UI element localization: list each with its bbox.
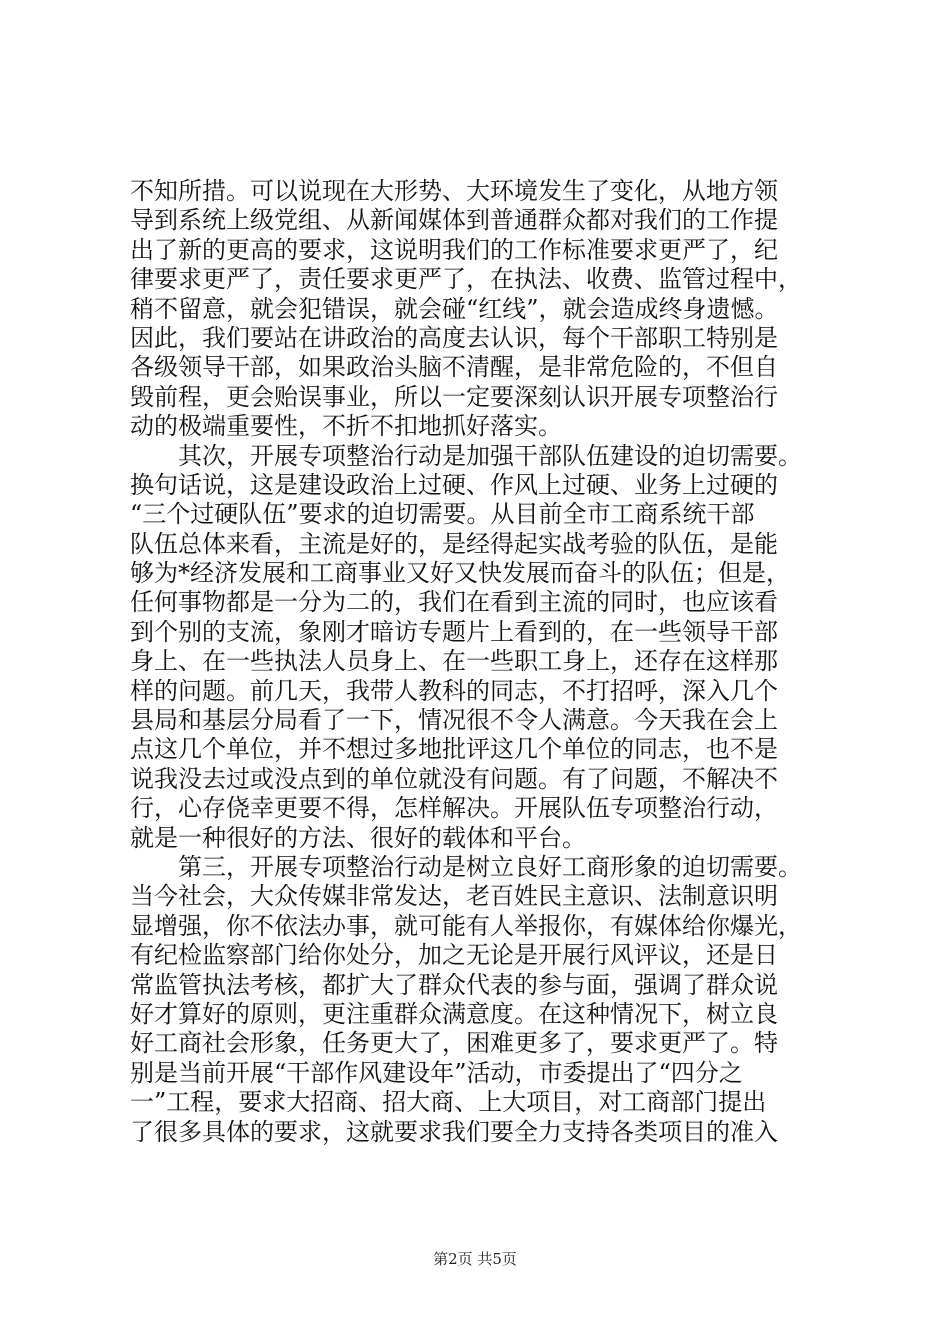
text-line: 一”工程，要求大招商、招大商、上大项目，对工商部门提出 xyxy=(130,1088,767,1117)
text-line: 县局和基层分局看了一下，情况很不令人满意。今天我在会上 xyxy=(130,706,778,735)
text-line: 任何事物都是一分为二的，我们在看到主流的同时，也应该看 xyxy=(130,588,778,617)
text-line: 导到系统上级党组、从新闻媒体到普通群众都对我们的工作提 xyxy=(130,206,778,235)
text-line: 样的问题。前几天，我带人教科的同志，不打招呼，深入几个 xyxy=(130,676,778,705)
page-footer: 第2页 共5页 xyxy=(433,1250,517,1268)
text-line: 显增强，你不依法办事，就可能有人举报你，有媒体给你爆光， xyxy=(130,911,802,940)
text-line: 换句话说，这是建设政治上过硬、作风上过硬、业务上过硬的 xyxy=(130,470,778,499)
text-line: 身上、在一些执法人员身上、在一些职工身上，还存在这样那 xyxy=(130,647,778,676)
text-line: 毁前程，更会贻误事业，所以一定要深刻认识开展专项整治行 xyxy=(130,382,778,411)
text-line: 各级领导干部，如果政治头脑不清醒，是非常危险的，不但自 xyxy=(130,353,778,382)
text-line: 别是当前开展“干部作风建设年”活动，市委提出了“四分之 xyxy=(130,1058,743,1087)
text-line: 了很多具体的要求，这就要求我们要全力支持各类项目的准入 xyxy=(130,1117,778,1146)
text-line: 第三，开展专项整治行动是树立良好工商形象的迫切需要。 xyxy=(130,852,802,881)
text-line: 队伍总体来看，主流是好的，是经得起实战考验的队伍，是能 xyxy=(130,529,778,558)
text-line: 因此，我们要站在讲政治的高度去认识，每个干部职工特别是 xyxy=(130,323,778,352)
text-line: 行，心存侥幸更要不得，怎样解决。开展队伍专项整治行动， xyxy=(130,794,778,823)
text-line: 好才算好的原则，更注重群众满意度。在这种情况下，树立良 xyxy=(130,999,778,1028)
text-line: 稍不留意，就会犯错误，就会碰“红线”，就会造成终身遗憾。 xyxy=(130,294,779,323)
text-line: 好工商社会形象，任务更大了，困难更多了，要求更严了。特 xyxy=(130,1029,778,1058)
text-line: 够为*经济发展和工商事业又好又快发展而奋斗的队伍；但是， xyxy=(130,559,790,588)
body-text xyxy=(130,177,830,1147)
text-line: 动的极端重要性，不折不扣地抓好落实。 xyxy=(130,412,562,441)
text-line: 说我没去过或没点到的单位就没有问题。有了问题，不解决不 xyxy=(130,764,778,793)
text-line: 律要求更严了，责任要求更严了，在执法、收费、监管过程中， xyxy=(130,265,802,294)
text-line: 当今社会，大众传媒非常发达，老百姓民主意识、法制意识明 xyxy=(130,882,778,911)
text-line: 其次，开展专项整治行动是加强干部队伍建设的迫切需要。 xyxy=(130,441,802,470)
text-line: 就是一种很好的方法、很好的载体和平台。 xyxy=(130,823,586,852)
text-line: 常监管执法考核，都扩大了群众代表的参与面，强调了群众说 xyxy=(130,970,778,999)
text-line: 出了新的更高的要求，这说明我们的工作标准要求更严了，纪 xyxy=(130,235,778,264)
text-line: 有纪检监察部门给你处分，加之无论是开展行风评议，还是日 xyxy=(130,941,778,970)
text-line: 到个别的支流，象刚才暗访专题片上看到的，在一些领导干部 xyxy=(130,617,778,646)
text-line: 不知所措。可以说现在大形势、大环境发生了变化，从地方领 xyxy=(130,177,778,205)
text-line: “三个过硬队伍”要求的迫切需要。从目前全市工商系统干部 xyxy=(130,500,755,529)
text-line: 点这几个单位，并不想过多地批评这几个单位的同志，也不是 xyxy=(130,735,778,764)
